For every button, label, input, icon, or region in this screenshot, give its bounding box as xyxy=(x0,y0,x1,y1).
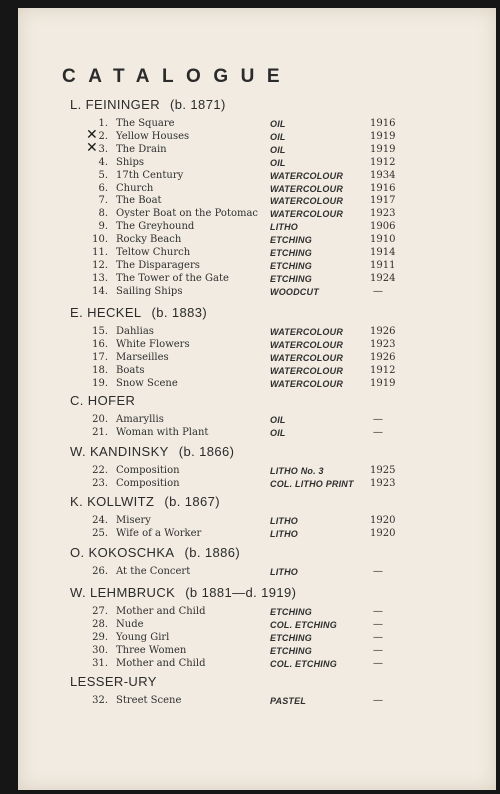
handwritten-x-mark-icon: ✕ xyxy=(86,126,98,143)
entry-title: Dahlias xyxy=(116,326,154,337)
entry-year: 1912 xyxy=(370,156,396,168)
entry-number: 29. xyxy=(92,631,108,643)
entry-year: 1920 xyxy=(370,527,396,539)
entry-number: 25. xyxy=(92,527,108,539)
entry-number: 14. xyxy=(92,285,108,297)
entry-medium: WATERCOLOUR xyxy=(270,339,344,350)
entry-title: The Disparagers xyxy=(116,259,200,271)
catalogue-entry xyxy=(70,606,400,619)
entry-number: 24. xyxy=(92,515,108,526)
entry-number: 31. xyxy=(92,657,108,669)
entry-year: 1910 xyxy=(370,234,396,246)
catalogue-entry xyxy=(70,157,400,170)
entry-title: Misery xyxy=(116,515,151,526)
entry-medium: WATERCOLOUR xyxy=(270,209,344,220)
entry-medium: LITHO xyxy=(270,528,298,539)
artist-heading xyxy=(70,393,135,408)
entry-number: 10. xyxy=(92,234,108,246)
entry-medium: WATERCOLOUR xyxy=(270,196,344,207)
artist-heading xyxy=(70,97,226,112)
catalogue-entry xyxy=(70,339,400,352)
entry-title: Wife of a Worker xyxy=(116,527,202,539)
entry-medium: ETCHING xyxy=(270,273,312,284)
entry-medium: OIL xyxy=(270,157,286,168)
entry-title: Young Girl xyxy=(116,631,170,643)
entry-medium: WATERCOLOUR xyxy=(270,365,344,376)
catalogue-entry xyxy=(70,365,400,378)
catalogue-entry xyxy=(70,427,400,440)
catalogue-entry xyxy=(70,619,400,632)
entry-medium: WOODCUT xyxy=(270,286,319,297)
entry-title: Composition xyxy=(116,465,180,476)
catalogue-entry xyxy=(70,465,400,478)
entry-number: 19. xyxy=(92,377,108,389)
entry-number: 27. xyxy=(92,606,108,617)
catalogue-entry xyxy=(70,528,400,541)
entry-year: — xyxy=(373,426,383,438)
artist-name: W. LEHMBRUCK xyxy=(70,585,176,600)
artist-dates: (b. 1871) xyxy=(170,97,226,112)
artist-name: O. KOKOSCHKA xyxy=(70,545,175,560)
entry-number: 12. xyxy=(92,259,108,271)
handwritten-x-mark-icon: ✕ xyxy=(86,139,98,156)
entry-year: 1916 xyxy=(370,182,396,194)
entry-title: Amaryllis xyxy=(116,414,164,425)
catalogue-entry xyxy=(70,247,400,260)
artist-heading xyxy=(70,585,296,600)
entry-number: 2. xyxy=(98,130,108,142)
entry-year: 1919 xyxy=(370,130,396,142)
catalogue-entry xyxy=(70,286,400,299)
entry-title: Snow Scene xyxy=(116,377,178,389)
entry-year: 1920 xyxy=(370,515,396,526)
entry-number: 20. xyxy=(92,414,108,425)
entry-year: — xyxy=(373,657,383,669)
artist-name: W. KANDINSKY xyxy=(70,444,169,459)
page-title: CATALOGUE xyxy=(62,66,293,87)
entry-medium: WATERCOLOUR xyxy=(270,352,344,363)
entry-medium: WATERCOLOUR xyxy=(270,183,344,194)
entry-number: 15. xyxy=(92,326,108,337)
entry-number: 18. xyxy=(92,364,108,376)
entry-number: 32. xyxy=(92,695,108,706)
entry-number: 30. xyxy=(92,644,108,656)
entry-number: 23. xyxy=(92,477,108,489)
entry-number: 6. xyxy=(98,182,108,194)
entry-number: 21. xyxy=(92,426,108,438)
catalogue-entry xyxy=(70,478,400,491)
entry-medium: ETCHING xyxy=(270,607,312,617)
entry-title: At the Concert xyxy=(116,566,191,577)
catalogue-entry xyxy=(70,515,400,528)
artist-name: L. FEININGER xyxy=(70,97,161,112)
entry-title: Sailing Ships xyxy=(116,285,183,297)
entry-number: 11. xyxy=(92,247,108,258)
catalogue-entry xyxy=(70,566,400,579)
entry-number: 3. xyxy=(98,143,108,155)
artist-dates: (b. 1886) xyxy=(184,545,241,560)
entry-year: — xyxy=(373,695,383,706)
entry-year: — xyxy=(373,285,383,297)
catalogue-entry xyxy=(70,195,400,208)
artist-heading xyxy=(70,444,234,459)
entry-number: 8. xyxy=(98,208,108,220)
catalogue-entry xyxy=(70,183,400,196)
catalogue-entry xyxy=(70,658,400,671)
entry-year: — xyxy=(373,644,383,656)
entry-title: The Square xyxy=(116,118,175,129)
entry-year: 1924 xyxy=(370,272,396,284)
catalogue-entry xyxy=(70,414,400,427)
entry-title: Rocky Beach xyxy=(116,234,182,246)
catalogue-entry xyxy=(70,326,400,339)
entry-year: — xyxy=(373,414,383,425)
entry-year: 1906 xyxy=(370,221,396,233)
entry-year: — xyxy=(373,606,383,617)
entry-title: Mother and Child xyxy=(116,657,206,669)
catalogue-entry xyxy=(70,260,400,273)
entry-medium: WATERCOLOUR xyxy=(270,327,344,337)
catalogue-entry xyxy=(70,378,400,391)
entry-number: 4. xyxy=(98,156,108,168)
entry-year: 1914 xyxy=(370,247,396,258)
entry-medium: LITHO No. 3 xyxy=(270,466,324,476)
entry-year: 1916 xyxy=(370,118,396,129)
entry-year: 1934 xyxy=(370,169,396,181)
entry-medium: OIL xyxy=(270,119,286,129)
entry-year: 1923 xyxy=(370,338,396,350)
entry-title: Church xyxy=(116,182,154,194)
entry-year: 1923 xyxy=(370,208,396,220)
catalogue-entry xyxy=(70,234,400,247)
artist-heading xyxy=(70,674,157,689)
entry-medium: LITHO xyxy=(270,516,298,526)
entry-medium: LITHO xyxy=(270,222,298,233)
entry-number: 9. xyxy=(98,221,108,233)
entry-title: Ships xyxy=(116,156,145,168)
entry-medium: OIL xyxy=(270,427,286,438)
entry-year: — xyxy=(373,566,383,577)
artist-heading xyxy=(70,545,240,560)
entry-year: 1919 xyxy=(370,377,396,389)
entry-title: The Boat xyxy=(116,195,162,207)
entry-number: 17. xyxy=(92,351,108,363)
entry-number: 5. xyxy=(98,169,108,181)
entry-year: — xyxy=(373,631,383,643)
entry-medium: ETCHING xyxy=(270,260,312,271)
entry-title: The Drain xyxy=(116,143,167,155)
catalogue-entry xyxy=(70,170,400,183)
entry-medium: OIL xyxy=(270,415,286,425)
entry-title: The Greyhound xyxy=(116,221,195,233)
entry-title: Composition xyxy=(116,477,180,489)
artist-heading xyxy=(70,305,207,320)
entry-medium: ETCHING xyxy=(270,248,312,258)
entry-medium: COL. ETCHING xyxy=(270,619,337,630)
catalogue-entry xyxy=(70,221,400,234)
artist-dates: (b. 1883) xyxy=(151,305,208,320)
artist-heading xyxy=(70,494,220,509)
artist-dates: (b. 1867) xyxy=(164,494,220,509)
entry-title: Street Scene xyxy=(116,695,182,706)
entry-medium: ETCHING xyxy=(270,645,312,656)
entry-number: 13. xyxy=(92,272,108,284)
entry-number: 22. xyxy=(92,465,108,476)
entry-title: Yellow Houses xyxy=(116,130,190,142)
entry-medium: OIL xyxy=(270,144,286,155)
entry-medium: WATERCOLOUR xyxy=(270,378,344,389)
entry-year: 1912 xyxy=(370,364,396,376)
entry-medium: PASTEL xyxy=(270,696,307,706)
entry-year: 1926 xyxy=(370,326,396,337)
catalogue-entry xyxy=(70,144,400,157)
entry-year: — xyxy=(373,618,383,630)
catalogue-entry xyxy=(70,632,400,645)
artist-dates: (b 1881—d. 1919) xyxy=(185,585,297,600)
entry-year: 1926 xyxy=(370,351,396,363)
entry-year: 1923 xyxy=(370,477,396,489)
catalogue-entry xyxy=(70,352,400,365)
entry-title: The Tower of the Gate xyxy=(116,272,229,284)
catalogue-entry xyxy=(70,273,400,286)
entry-title: Oyster Boat on the Potomac xyxy=(116,208,259,220)
entry-medium: COL. LITHO PRINT xyxy=(270,478,354,489)
entry-medium: ETCHING xyxy=(270,632,312,643)
entry-year: 1911 xyxy=(370,259,396,271)
entry-number: 1. xyxy=(98,118,108,129)
entry-title: Woman with Plant xyxy=(116,426,209,438)
entry-title: White Flowers xyxy=(116,338,190,350)
entry-medium: COL. ETCHING xyxy=(270,658,337,669)
entry-title: Nude xyxy=(116,618,144,630)
entry-title: Three Women xyxy=(116,644,187,656)
entry-title: Marseilles xyxy=(116,351,169,363)
catalogue-entry xyxy=(70,118,400,131)
entry-year: 1925 xyxy=(370,465,396,476)
entry-title: Boats xyxy=(116,364,145,376)
entry-medium: ETCHING xyxy=(270,235,312,246)
catalogue-entry xyxy=(70,208,400,221)
catalogue-entry xyxy=(70,645,400,658)
entry-number: 16. xyxy=(92,338,108,350)
entry-medium: OIL xyxy=(270,131,286,142)
artist-name: C. HOFER xyxy=(70,393,136,408)
artist-name: E. HECKEL xyxy=(70,305,142,320)
artist-name: LESSER-URY xyxy=(70,674,157,689)
catalogue-entry xyxy=(70,131,400,144)
entry-number: 28. xyxy=(92,618,108,630)
artist-dates: (b. 1866) xyxy=(178,444,235,459)
entry-title: Teltow Church xyxy=(116,247,191,258)
entry-number: 7. xyxy=(98,195,108,207)
catalogue-entry xyxy=(70,695,400,708)
entry-medium: LITHO xyxy=(270,567,298,577)
entry-title: Mother and Child xyxy=(116,606,206,617)
entry-number: 26. xyxy=(92,566,108,577)
entry-medium: WATERCOLOUR xyxy=(270,170,344,181)
artist-name: K. KOLLWITZ xyxy=(70,494,155,509)
entry-year: 1919 xyxy=(370,143,396,155)
entry-title: 17th Century xyxy=(116,169,184,181)
entry-year: 1917 xyxy=(370,195,396,207)
